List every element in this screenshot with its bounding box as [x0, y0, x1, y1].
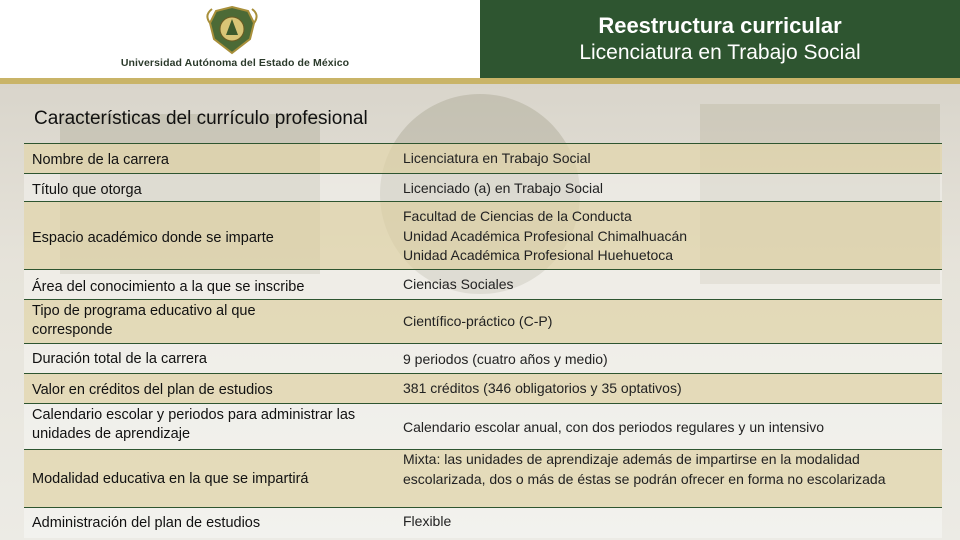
row-value: Mixta: las unidades de aprendizaje además de impartirse en la modalidad escolarizada, dos o más de éstas se podrán ofrecer en forma no escolarizada — [403, 451, 886, 487]
row-label: Espacio académico donde se imparte — [32, 230, 274, 246]
university-crest-icon — [204, 5, 260, 55]
row-label: Área del conocimiento a la que se inscribe — [32, 279, 305, 295]
table-row — [24, 299, 942, 344]
row-value: Facultad de Ciencias de la Conducta Unidad Académica Profesional Chimalhuacán Unidad Académica Profesional Huehuetoca — [403, 208, 688, 263]
table-row — [24, 449, 942, 508]
row-label: Valor en créditos del plan de estudios — [32, 382, 273, 398]
row-value: Flexible — [403, 513, 452, 529]
row-label: Modalidad educativa en la que se impartirá — [32, 471, 309, 487]
university-logo-area — [0, 0, 480, 78]
table-row — [24, 343, 942, 374]
page-title: Reestructura curricular — [598, 13, 842, 38]
table-row — [24, 507, 942, 538]
table-row — [24, 143, 942, 174]
row-label: Tipo de programa educativo al que corresponde — [32, 303, 256, 338]
row-value: 381 créditos (346 obligatorios y 35 optativos) — [403, 380, 682, 396]
table-row — [24, 373, 942, 404]
section-title: Características del currículo profesional — [34, 108, 368, 129]
row-value: 9 periodos (cuatro años y medio) — [403, 351, 608, 367]
row-value: Ciencias Sociales — [403, 276, 514, 292]
row-label: Calendario escolar y periodos para administrar las unidades de aprendizaje — [32, 407, 356, 442]
table-row — [24, 403, 942, 450]
table-row — [24, 201, 942, 270]
row-value: Calendario escolar anual, con dos periodos regulares y un intensivo — [403, 419, 825, 435]
row-value: Licenciado (a) en Trabajo Social — [403, 180, 604, 196]
row-value: Científico-práctico (C-P) — [403, 313, 553, 329]
title-banner — [480, 0, 960, 78]
row-value: Licenciatura en Trabajo Social — [403, 150, 591, 166]
table-row — [24, 173, 942, 202]
table-row — [24, 269, 942, 300]
row-label: Duración total de la carrera — [32, 351, 207, 367]
row-label: Administración del plan de estudios — [32, 515, 261, 531]
page-subtitle: Licenciatura en Trabajo Social — [579, 41, 861, 64]
row-label: Nombre de la carrera — [32, 152, 169, 168]
university-name: Universidad Autónoma del Estado de México — [120, 57, 350, 69]
header — [0, 0, 960, 78]
row-label: Título que otorga — [32, 182, 142, 198]
